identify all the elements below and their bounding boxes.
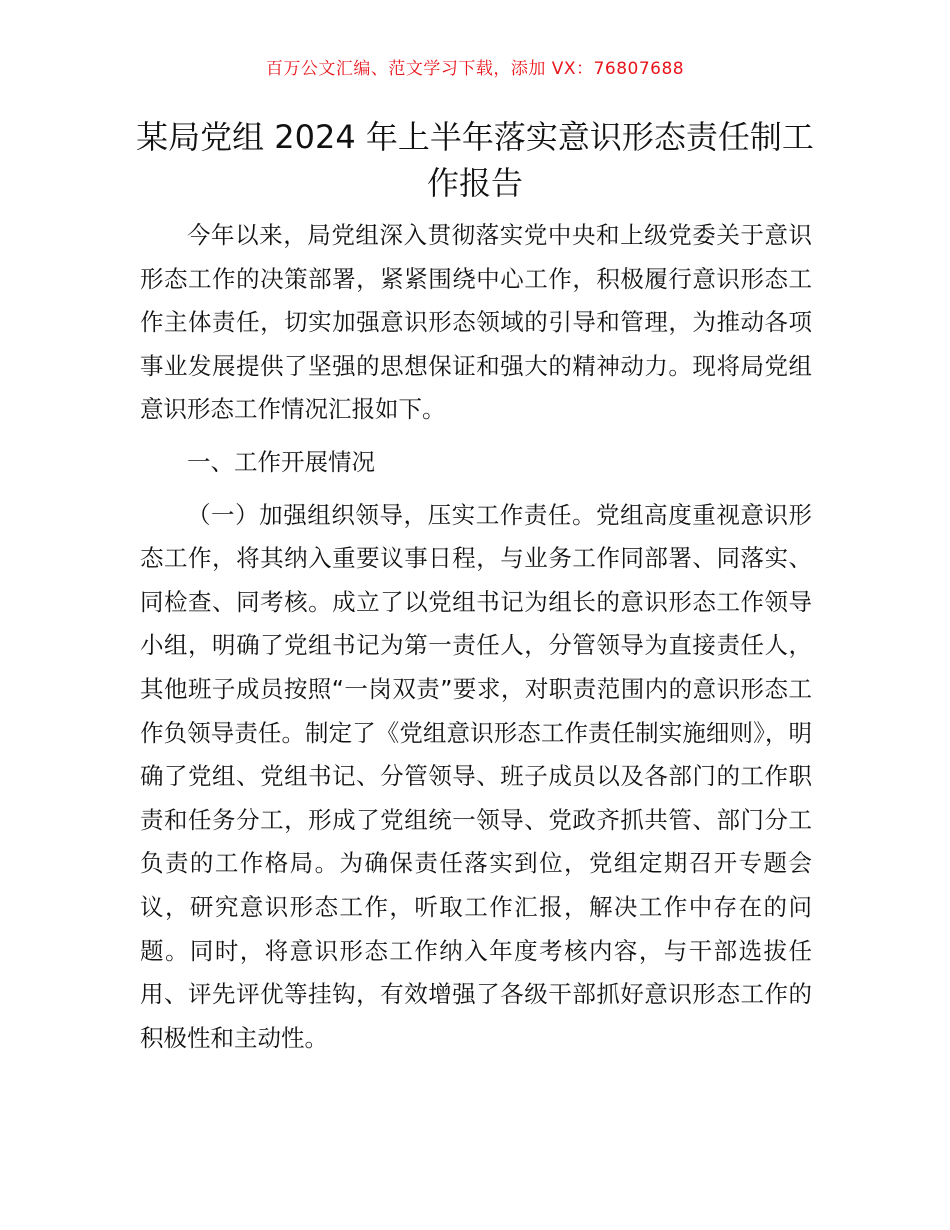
section-heading: 一、工作开展情况 [187, 447, 375, 476]
intro-paragraph: 今年以来，局党组深入贯彻落实党中央和上级党委关于意识形态工作的决策部署，紧紧围绕中心工作，积极履行意识形态工作主体责任，切实加强意识形态领域的引导和管理，为推动各项事业发展提供了坚强的思想保证和强大的精神动力。现将局党组意识形态工作情况汇报如下。 [140, 221, 812, 424]
document-body [140, 214, 812, 1060]
header-banner: 百万公文汇编、范文学习下载，添加 VX：76807688 [265, 59, 685, 79]
document-title: 某局党组 2024 年上半年落实意识形态责任制工作报告 [136, 118, 814, 202]
body-paragraph: （一）加强组织领导，压实工作责任。党组高度重视意识形态工作，将其纳入重要议事日程，与业务工作同部署、同落实、同检查、同考核。成立了以党组书记为组长的意识形态工作领导小组，明确了党组书记为第一责任人，分管领导为直接责任人，其他班子成员按照“一岗双责”要求，对职责范围内的意识形态工作负领导责任。制定了《党组意识形态工作责任制实施细则》，明确了党组、党组书记、分管领导、班子成员以及各部门的工作职责和任务分工，形成了党组统一领导、党政齐抓共管、部门分工负责的工作格局。为确保责任落实到位，党组定期召开专题会议，研究意识形态工作，听取工作汇报，解决工作中存在的问题。同时，将意识形态工作纳入年度考核内容，与干部选拔任用、评先评优等挂钩，有效增强了各级干部抓好意识形态工作的积极性和主动性。 [140, 500, 812, 1052]
